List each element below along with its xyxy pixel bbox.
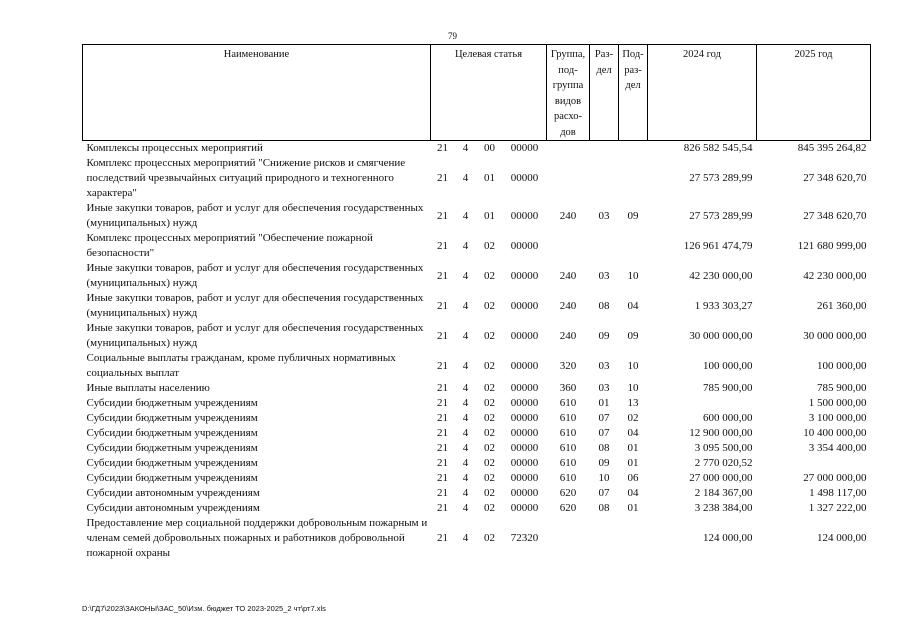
row-group: 360 bbox=[559, 382, 577, 394]
row-target-3: 02 bbox=[484, 472, 495, 484]
row-target-2: 4 bbox=[462, 172, 469, 184]
row-amount-2025: 27 348 620,70 bbox=[803, 172, 867, 184]
row-target-4: 00000 bbox=[510, 382, 539, 394]
table-row bbox=[83, 321, 871, 351]
row-target-3: 02 bbox=[484, 427, 495, 439]
header-subsection: Под- раз- дел bbox=[619, 45, 648, 141]
row-subsection: 10 bbox=[627, 382, 639, 394]
row-section: 09 bbox=[598, 329, 610, 342]
row-group: 620 bbox=[559, 487, 577, 499]
row-target-1: 21 bbox=[437, 269, 448, 282]
row-target-4: 00000 bbox=[510, 359, 539, 372]
row-target-1: 21 bbox=[437, 209, 448, 222]
row-name: Предоставление мер социальной поддержки добровольным пожарным и членам семей добровольных пожарных и работников добровольной пожарной охраны bbox=[86, 517, 428, 559]
row-target-4: 00000 bbox=[510, 502, 539, 514]
row-amount-2025: 3 100 000,00 bbox=[808, 412, 867, 424]
row-section: 10 bbox=[598, 472, 610, 484]
row-target-3: 02 bbox=[484, 359, 495, 372]
row-target-1: 21 bbox=[437, 239, 448, 252]
table-row bbox=[83, 261, 871, 291]
row-section: 07 bbox=[598, 487, 610, 499]
row-target-1: 21 bbox=[437, 487, 448, 499]
row-target-2: 4 bbox=[462, 532, 469, 544]
row-subsection: 01 bbox=[627, 442, 639, 454]
row-subsection: 02 bbox=[627, 412, 639, 424]
row-name: Иные закупки товаров, работ и услуг для обеспечения государственных (муниципальных) нужд bbox=[86, 322, 424, 349]
row-amount-2024: 826 582 545,54 bbox=[683, 142, 753, 154]
row-section: 08 bbox=[598, 442, 610, 454]
row-target-4: 00000 bbox=[510, 412, 539, 424]
page-number: 79 bbox=[448, 31, 457, 41]
row-amount-2025: 785 900,00 bbox=[817, 382, 867, 394]
row-target-1: 21 bbox=[437, 427, 448, 439]
table-row bbox=[83, 441, 871, 456]
row-amount-2024: 124 000,00 bbox=[703, 532, 753, 544]
row-target-2: 4 bbox=[462, 239, 469, 252]
row-amount-2025: 1 327 222,00 bbox=[808, 502, 867, 514]
row-target-1: 21 bbox=[437, 412, 448, 424]
row-amount-2024: 600 000,00 bbox=[703, 412, 753, 424]
row-target-2: 4 bbox=[462, 382, 469, 394]
row-target-4: 72320 bbox=[510, 532, 539, 544]
row-section: 07 bbox=[598, 412, 610, 424]
row-target-1: 21 bbox=[437, 329, 448, 342]
row-amount-2025: 1 498 117,00 bbox=[809, 487, 867, 499]
row-target-1: 21 bbox=[437, 382, 448, 394]
row-target-3: 02 bbox=[484, 329, 495, 342]
row-amount-2024 bbox=[648, 396, 757, 411]
row-target-4: 00000 bbox=[510, 329, 539, 342]
header-year-2025: 2025 год bbox=[757, 45, 871, 141]
row-target-3: 01 bbox=[484, 172, 495, 184]
row-target-2: 4 bbox=[462, 487, 469, 499]
row-target-3: 02 bbox=[484, 442, 495, 454]
row-section: 03 bbox=[598, 209, 610, 222]
row-target-2: 4 bbox=[462, 427, 469, 439]
row-amount-2025: 261 360,00 bbox=[817, 299, 867, 312]
row-section bbox=[590, 516, 619, 561]
row-subsection: 10 bbox=[627, 269, 639, 282]
row-target-2: 4 bbox=[462, 472, 469, 484]
row-target-4: 00000 bbox=[510, 299, 539, 312]
row-name: Субсидии бюджетным учреждениям bbox=[86, 442, 258, 454]
row-section: 08 bbox=[598, 299, 610, 312]
row-subsection: 01 bbox=[627, 457, 639, 469]
header-group: Группа, под- группа видов расхо- дов bbox=[547, 45, 590, 141]
row-amount-2024: 30 000 000,00 bbox=[689, 329, 753, 342]
row-target-1: 21 bbox=[437, 172, 448, 184]
row-group: 610 bbox=[559, 397, 577, 409]
row-group: 610 bbox=[559, 457, 577, 469]
row-amount-2025: 27 348 620,70 bbox=[803, 209, 867, 222]
table-row bbox=[83, 156, 871, 201]
row-subsection: 13 bbox=[627, 397, 639, 409]
row-target-3: 01 bbox=[484, 209, 495, 222]
row-name: Иные закупки товаров, работ и услуг для обеспечения государственных (муниципальных) нужд bbox=[86, 262, 424, 289]
row-target-3: 02 bbox=[484, 502, 495, 514]
row-amount-2024: 1 933 303,27 bbox=[694, 299, 753, 312]
row-target-3: 02 bbox=[484, 487, 495, 499]
row-target-1: 21 bbox=[437, 472, 448, 484]
row-target-3: 02 bbox=[484, 532, 495, 544]
file-path-footer: D:\ГД7\2023\ЗАКОНЫ\ЗАС_50\Изм. бюджет ТО 2023-2025_2 чт\рт7.xls bbox=[82, 604, 326, 613]
table-row bbox=[83, 396, 871, 411]
row-amount-2024: 27 573 289,99 bbox=[689, 172, 753, 184]
row-name: Комплекс процессных мероприятий "Снижение рисков и смягчение последствий чрезвычайных ситуаций природного и техногенного характера" bbox=[86, 157, 406, 199]
row-amount-2025 bbox=[757, 456, 871, 471]
row-section: 09 bbox=[598, 457, 610, 469]
row-section: 01 bbox=[598, 397, 610, 409]
row-target-2: 4 bbox=[462, 502, 469, 514]
row-amount-2024: 3 095 500,00 bbox=[694, 442, 753, 454]
row-target-4: 00000 bbox=[510, 457, 539, 469]
row-target-2: 4 bbox=[462, 457, 469, 469]
row-subsection: 01 bbox=[627, 502, 639, 514]
row-subsection: 04 bbox=[627, 299, 639, 312]
row-target-2: 4 bbox=[462, 209, 469, 222]
header-target: Целевая статья bbox=[431, 45, 547, 141]
row-section bbox=[590, 231, 619, 261]
row-group: 610 bbox=[559, 427, 577, 439]
row-amount-2025: 124 000,00 bbox=[817, 532, 867, 544]
row-target-2: 4 bbox=[462, 412, 469, 424]
row-name: Субсидии бюджетным учреждениям bbox=[86, 397, 258, 409]
row-name: Комплексы процессных мероприятий bbox=[86, 142, 263, 154]
header-section: Раз- дел bbox=[590, 45, 619, 141]
row-group: 240 bbox=[559, 299, 577, 312]
table-row bbox=[83, 141, 871, 157]
row-target-3: 02 bbox=[484, 382, 495, 394]
table-row bbox=[83, 231, 871, 261]
row-amount-2025: 30 000 000,00 bbox=[803, 329, 867, 342]
row-amount-2025: 121 680 999,00 bbox=[797, 239, 867, 252]
row-amount-2024: 27 000 000,00 bbox=[689, 472, 753, 484]
row-target-4: 00000 bbox=[510, 269, 539, 282]
row-section: 03 bbox=[598, 359, 610, 372]
row-target-2: 4 bbox=[462, 359, 469, 372]
row-target-4: 00000 bbox=[510, 472, 539, 484]
row-subsection: 10 bbox=[627, 359, 639, 372]
row-name: Субсидии автономным учреждениям bbox=[86, 487, 260, 499]
row-name: Иные закупки товаров, работ и услуг для обеспечения государственных (муниципальных) нужд bbox=[86, 292, 424, 319]
row-target-4: 00000 bbox=[510, 442, 539, 454]
table-row bbox=[83, 516, 871, 561]
row-amount-2025: 845 395 264,82 bbox=[797, 142, 867, 154]
row-target-1: 21 bbox=[437, 532, 448, 544]
row-subsection: 06 bbox=[627, 472, 639, 484]
row-subsection: 04 bbox=[627, 487, 639, 499]
table-row bbox=[83, 381, 871, 396]
table-body bbox=[83, 141, 871, 562]
row-name: Социальные выплаты гражданам, кроме публичных нормативных социальных выплат bbox=[86, 352, 396, 379]
row-amount-2024: 27 573 289,99 bbox=[689, 209, 753, 222]
table-row bbox=[83, 411, 871, 426]
row-target-2: 4 bbox=[462, 397, 469, 409]
row-group: 610 bbox=[559, 472, 577, 484]
header-year-2024: 2024 год bbox=[648, 45, 757, 141]
table-row bbox=[83, 456, 871, 471]
row-target-1: 21 bbox=[437, 397, 448, 409]
budget-table bbox=[82, 44, 871, 561]
row-target-4: 00000 bbox=[510, 239, 539, 252]
row-amount-2024: 126 961 474,79 bbox=[683, 239, 753, 252]
row-name: Субсидии автономным учреждениям bbox=[86, 502, 260, 514]
table-row bbox=[83, 426, 871, 441]
row-target-4: 00000 bbox=[510, 142, 539, 154]
row-target-3: 00 bbox=[484, 142, 495, 154]
row-name: Комплекс процессных мероприятий "Обеспечение пожарной безопасности" bbox=[86, 232, 373, 259]
row-target-1: 21 bbox=[437, 142, 448, 154]
table-row bbox=[83, 201, 871, 231]
row-amount-2025: 100 000,00 bbox=[817, 359, 867, 372]
table-row bbox=[83, 486, 871, 501]
row-group: 240 bbox=[559, 209, 577, 222]
row-target-1: 21 bbox=[437, 359, 448, 372]
row-group: 240 bbox=[559, 269, 577, 282]
row-subsection bbox=[619, 516, 648, 561]
row-name: Субсидии бюджетным учреждениям bbox=[86, 427, 258, 439]
row-target-2: 4 bbox=[462, 269, 469, 282]
row-section bbox=[590, 156, 619, 201]
row-group: 610 bbox=[559, 412, 577, 424]
row-amount-2024: 100 000,00 bbox=[703, 359, 753, 372]
row-subsection bbox=[619, 231, 648, 261]
table-header-row bbox=[83, 45, 871, 141]
row-target-2: 4 bbox=[462, 299, 469, 312]
row-target-1: 21 bbox=[437, 442, 448, 454]
row-target-4: 00000 bbox=[510, 397, 539, 409]
row-subsection: 09 bbox=[627, 209, 639, 222]
row-target-1: 21 bbox=[437, 299, 448, 312]
row-name: Иные выплаты населению bbox=[86, 382, 210, 394]
row-target-4: 00000 bbox=[510, 209, 539, 222]
row-target-3: 02 bbox=[484, 269, 495, 282]
row-name: Иные закупки товаров, работ и услуг для обеспечения государственных (муниципальных) нужд bbox=[86, 202, 424, 229]
row-amount-2025: 42 230 000,00 bbox=[803, 269, 867, 282]
row-target-3: 02 bbox=[484, 239, 495, 252]
row-amount-2025: 27 000 000,00 bbox=[803, 472, 867, 484]
row-amount-2025: 1 500 000,00 bbox=[808, 397, 867, 409]
table-row bbox=[83, 291, 871, 321]
row-section: 03 bbox=[598, 382, 610, 394]
row-section: 08 bbox=[598, 502, 610, 514]
table-row bbox=[83, 501, 871, 516]
row-amount-2024: 785 900,00 bbox=[703, 382, 753, 394]
row-group bbox=[547, 231, 590, 261]
row-amount-2025: 3 354 400,00 bbox=[808, 442, 867, 454]
row-group bbox=[547, 516, 590, 561]
row-name: Субсидии бюджетным учреждениям bbox=[86, 457, 258, 469]
row-name: Субсидии бюджетным учреждениям bbox=[86, 412, 258, 424]
row-name: Субсидии бюджетным учреждениям bbox=[86, 472, 258, 484]
row-section bbox=[590, 141, 619, 157]
row-target-2: 4 bbox=[462, 442, 469, 454]
row-group: 610 bbox=[559, 442, 577, 454]
row-amount-2025: 10 400 000,00 bbox=[803, 427, 867, 439]
row-section: 07 bbox=[598, 427, 610, 439]
row-target-4: 00000 bbox=[510, 172, 539, 184]
row-target-3: 02 bbox=[484, 457, 495, 469]
row-amount-2024: 2 770 020,52 bbox=[694, 457, 753, 469]
row-amount-2024: 42 230 000,00 bbox=[689, 269, 753, 282]
row-target-4: 00000 bbox=[510, 427, 539, 439]
row-group bbox=[547, 156, 590, 201]
row-subsection: 04 bbox=[627, 427, 639, 439]
row-group: 240 bbox=[559, 329, 577, 342]
row-target-1: 21 bbox=[437, 502, 448, 514]
row-target-3: 02 bbox=[484, 412, 495, 424]
row-amount-2024: 3 238 384,00 bbox=[694, 502, 753, 514]
row-amount-2024: 2 184 367,00 bbox=[694, 487, 753, 499]
row-group: 620 bbox=[559, 502, 577, 514]
table-row bbox=[83, 351, 871, 381]
row-section: 03 bbox=[598, 269, 610, 282]
row-target-2: 4 bbox=[462, 142, 469, 154]
row-subsection: 09 bbox=[627, 329, 639, 342]
row-subsection bbox=[619, 156, 648, 201]
row-group: 320 bbox=[559, 359, 577, 372]
row-amount-2024: 12 900 000,00 bbox=[689, 427, 753, 439]
header-name: Наименование bbox=[83, 45, 431, 141]
row-target-3: 02 bbox=[484, 397, 495, 409]
row-target-2: 4 bbox=[462, 329, 469, 342]
row-target-4: 00000 bbox=[510, 487, 539, 499]
row-group bbox=[547, 141, 590, 157]
row-target-1: 21 bbox=[437, 457, 448, 469]
row-target-3: 02 bbox=[484, 299, 495, 312]
row-subsection bbox=[619, 141, 648, 157]
table-row bbox=[83, 471, 871, 486]
